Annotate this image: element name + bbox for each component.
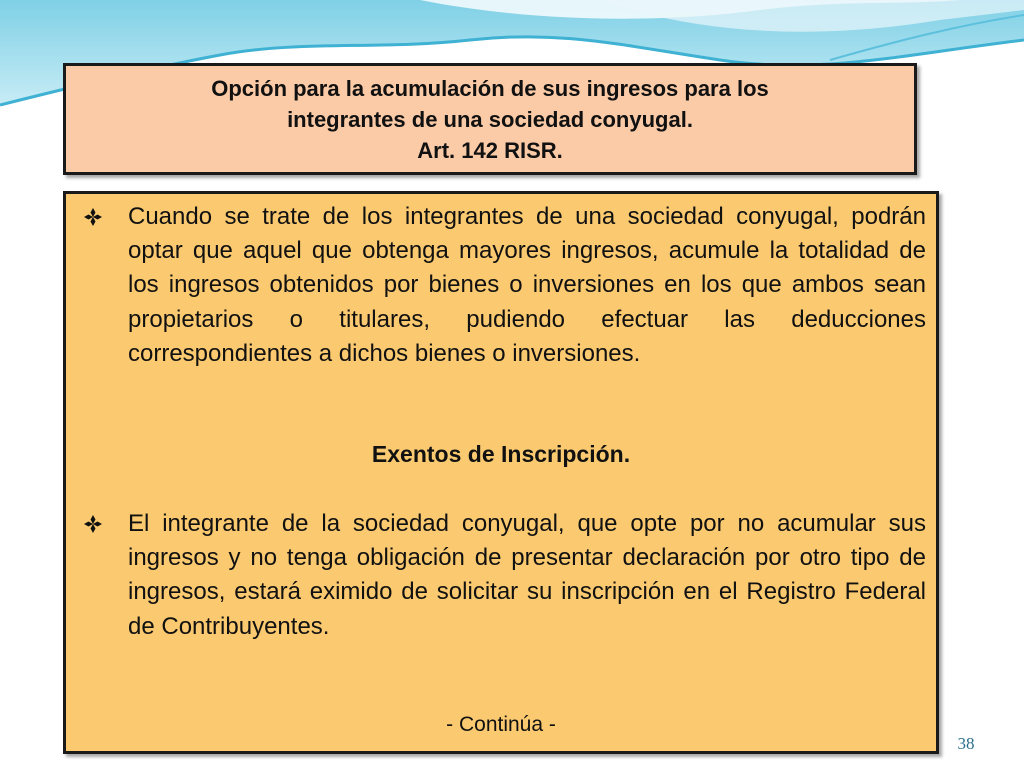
page-number: 38 xyxy=(957,734,975,753)
bullet-paragraph-1 xyxy=(78,200,926,371)
title-line-1: Opción para la acumulación de sus ingresos para los xyxy=(211,75,769,101)
four-diamond-bullet-icon xyxy=(78,200,128,234)
title-line-3: Art. 142 RISR. xyxy=(417,137,563,163)
paragraph-text-2: El integrante de la sociedad conyugal, que opte por no acumular sus ingresos y no tenga obligación de presentar declaración por otro tipo de ingresos, estará eximido de solicitar su inscripción en el Registro Federal de Contribuyentes. xyxy=(128,510,926,640)
bullet-paragraph-2 xyxy=(78,507,926,644)
title-box xyxy=(63,63,917,175)
four-diamond-bullet-icon xyxy=(78,507,128,541)
content-box xyxy=(63,191,939,754)
paragraph-text-1: Cuando se trate de los integrantes de una sociedad conyugal, podrán optar que aquel que obtenga mayores ingresos, acumule la totalidad de los ingresos obtenidos por bienes o inversiones en los que ambos sean propietarios o titulares, pudiendo efectuar las deducciones correspondientes a dichos bienes o inversiones. xyxy=(128,203,926,367)
title-line-2: integrantes de una sociedad conyugal. xyxy=(287,106,693,132)
subheading-exentos: Exentos de Inscripción. xyxy=(371,441,631,467)
continue-note: - Continúa - xyxy=(446,713,556,736)
